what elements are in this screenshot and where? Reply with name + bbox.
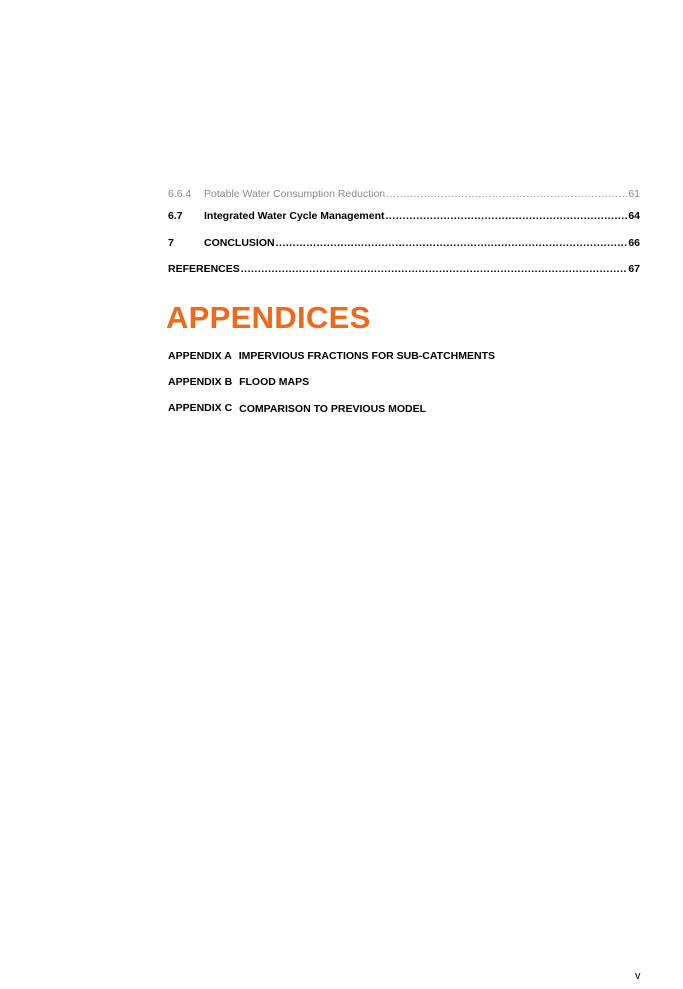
toc-entry-6-7[interactable] [168,209,640,223]
dot-leader [241,262,628,276]
toc-entry-number: 6.7 [168,210,183,222]
toc-entry-references[interactable] [168,262,640,276]
dot-leader [386,187,627,201]
dot-leader [276,236,628,250]
toc-entry-number: 6.6.4 [168,188,192,200]
toc-entry-title: Potable Water Consumption Reduction [204,188,386,200]
toc-entry-page: 64 [628,210,640,222]
appendix-item-a[interactable] [168,349,495,363]
toc-entry-7[interactable] [168,236,640,250]
appendix-label: APPENDIX A [168,350,232,362]
toc-entry-title: REFERENCES [168,263,240,275]
appendix-title: FLOOD MAPS [239,376,310,388]
page-number: v [635,970,641,982]
appendix-title: COMPARISON TO PREVIOUS MODEL [239,403,426,415]
appendix-item-c[interactable] [168,401,426,415]
toc-entry-page: 66 [628,237,640,249]
toc-entry-title: Integrated Water Cycle Management [204,210,385,222]
toc-entry-title: CONCLUSION [204,237,275,249]
toc-entry-6-6-4[interactable] [168,187,640,201]
appendix-title: IMPERVIOUS FRACTIONS FOR SUB-CATCHMENTS [238,350,495,362]
appendices-heading: APPENDICES [166,300,371,335]
dot-leader [386,209,628,223]
appendix-label: APPENDIX B [168,376,233,388]
toc-entry-page: 67 [628,263,640,275]
appendix-item-b[interactable] [168,375,309,389]
toc-entry-page: 61 [628,188,640,200]
appendix-label: APPENDIX C [168,402,233,414]
toc-entry-number: 7 [168,237,174,249]
